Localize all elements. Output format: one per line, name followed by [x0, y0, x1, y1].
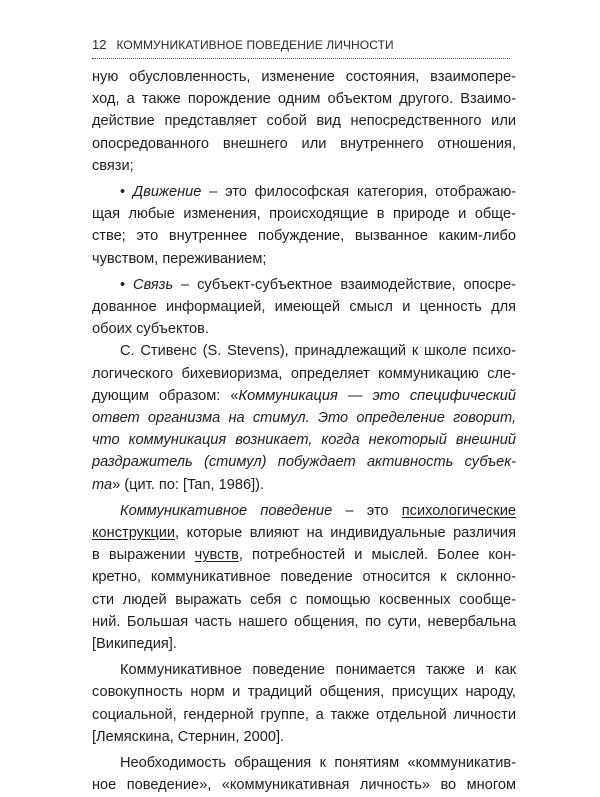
link-psychological[interactable]: психологические: [401, 502, 516, 519]
text-line: чувством, переживанием;: [92, 250, 267, 267]
text-line: дующим образом: «Коммуникация — это специфический: [92, 387, 517, 404]
text-line: ную обусловленность, изменение состояния, взаимопере-: [92, 69, 516, 85]
link-constructs[interactable]: конструкции: [92, 525, 176, 542]
page-body: [92, 66, 516, 797]
text-line: та» (цит. по: [Tan, 1986]).: [92, 476, 265, 493]
paragraph-norms-traditions: [92, 659, 516, 748]
text-line: Коммуникативное поведение – это психологические: [120, 502, 516, 519]
quote-line: что коммуникация возникает, когда некоторый внешний: [92, 432, 516, 449]
text-line: • Движение – это философская категория, отображаю-: [120, 184, 516, 201]
header-dotted-rule: [92, 58, 510, 59]
paragraph-interaction-continued: [92, 66, 516, 177]
text-line: стве; это внутреннее побуждение, вызванное каким-либо: [92, 228, 516, 245]
text-line: социальной, гендерной группе, а также отдельной личности: [92, 706, 516, 723]
paragraph-stevens: [92, 340, 516, 495]
paragraph-necessity: [92, 752, 516, 796]
text-line: кретно, коммуникативное поведение относится к склонно-: [92, 569, 516, 586]
term-movement: Движение: [132, 184, 202, 201]
text-line: дованное информацией, имеющей смысл и ценность для: [92, 299, 516, 316]
text-line: ное поведение», «коммуникативная личность» во многом: [92, 777, 516, 794]
citation: » (цит. по: [Tan, 1986]).: [112, 476, 265, 493]
quote-line: ответ организма на стимул. Это определение говорит,: [92, 410, 516, 427]
term-communicative-behavior: Коммуникативное поведение: [120, 502, 333, 519]
text-line: логического бихевиоризма, определяет коммуникацию сле-: [92, 365, 516, 382]
text-line: С. Стивенс (S. Stevens), принадлежащий к школе психо-: [120, 343, 516, 360]
page-number: 12: [92, 37, 107, 52]
text-line: Коммуникативное поведение понимается также и как: [120, 662, 516, 679]
text-line: • Связь – субъект-субъектное взаимодействие, опосре-: [120, 276, 516, 293]
text-line: щая любые изменения, происходящие в природе и обще-: [92, 206, 516, 223]
quote-line: раздражитель (стимул) побуждает активность субъек-: [92, 454, 516, 471]
paragraph-connection-definition: [92, 274, 516, 341]
text-line: в выражении чувств, потребностей и мыслей. Более кон-: [92, 547, 516, 564]
text-line: действие представляет собой вид непосредственного или: [92, 113, 516, 130]
bullet-marker: •: [120, 184, 126, 201]
text-line: сти людей выражать себя с помощью косвенных сообще-: [92, 591, 516, 608]
text-line: [Википедия].: [92, 636, 177, 653]
running-header: [92, 37, 510, 52]
text-line: связи;: [92, 157, 134, 174]
text-line: [Лемяскина, Стернин, 2000].: [92, 728, 285, 745]
text-line: опосредованного внешнего или внутреннего отношения,: [92, 135, 516, 152]
text-line: ний. Большая часть нашего общения, по сути, невербальна: [92, 613, 516, 630]
running-title: КОММУНИКАТИВНОЕ ПОВЕДЕНИЕ ЛИЧНОСТИ: [116, 38, 394, 52]
bullet-marker: •: [120, 276, 126, 293]
quote-text: Коммуникация — это специфический: [238, 387, 517, 404]
text-line: Необходимость обращения к понятиям «коммуникатив-: [120, 755, 516, 772]
paragraph-movement-definition: [92, 181, 516, 270]
paragraph-communicative-behavior: [92, 500, 516, 655]
text-line: совокупность норм и традиций общения, присущих народу,: [92, 684, 516, 701]
text-line: ход, а также порождение одним объектом другого. Взаимо-: [92, 91, 516, 108]
link-feelings[interactable]: чувств: [194, 547, 239, 564]
text-line: конструкции, которые влияют на индивидуальные различия: [92, 525, 516, 542]
text-line: обоих субъектов.: [92, 321, 209, 338]
term-connection: Связь: [133, 276, 174, 293]
